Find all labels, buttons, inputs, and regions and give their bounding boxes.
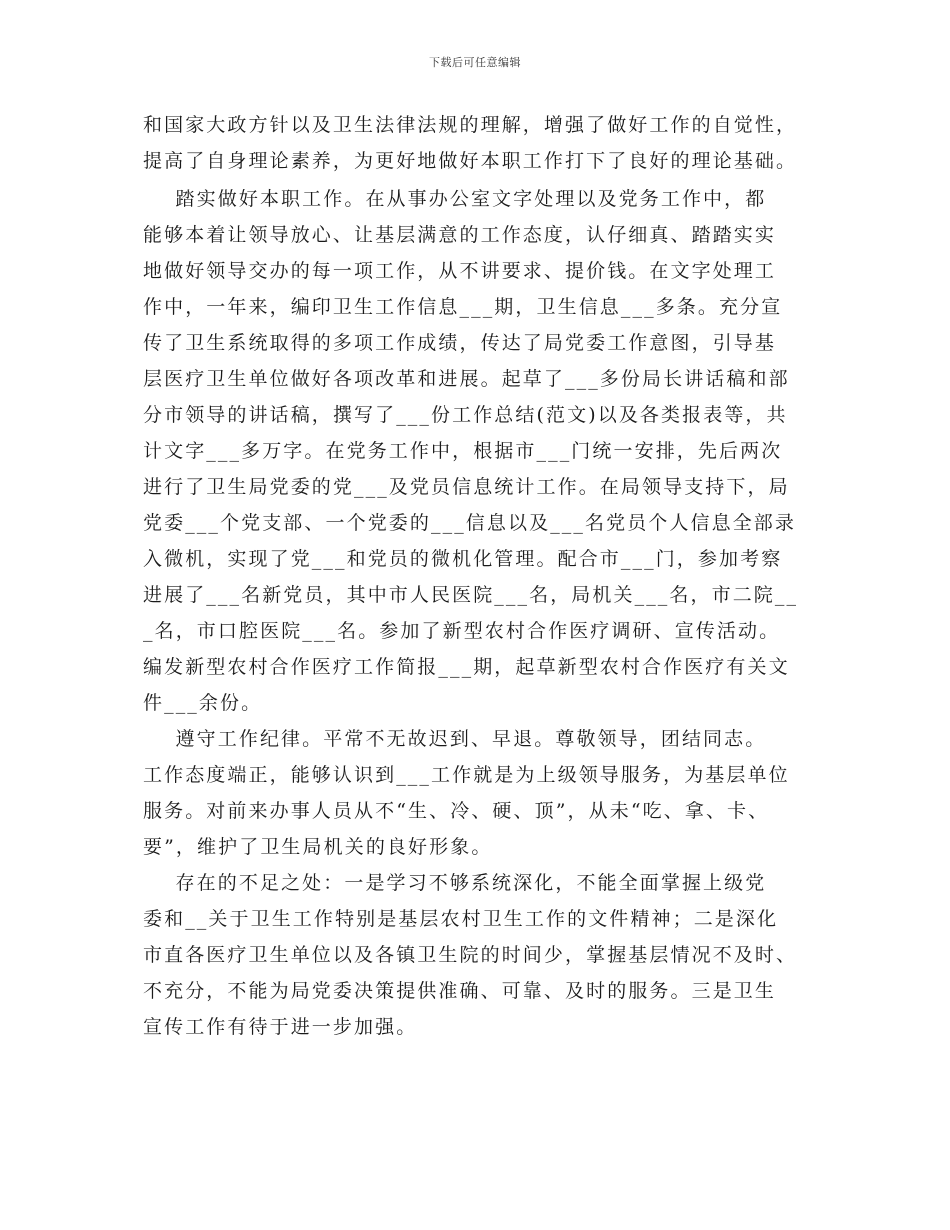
text-line: 市直各医疗卫生单位以及各镇卫生院的时间少，掌握基层情况不及时、 xyxy=(143,944,798,966)
text-line: 传了卫生系统取得的多项工作成绩，传达了局党委工作意图，引导基 xyxy=(143,332,777,354)
text-line: 不充分，不能为局党委决策提供准确、可靠、及时的服务。三是卫生 xyxy=(143,980,777,1002)
text-line: 存在的不足之处：一是学习不够系统深化，不能全面掌握上级党 xyxy=(143,872,767,894)
text-line: 编发新型农村合作医疗工作简报___期，起草新型农村合作医疗有关文 xyxy=(143,656,790,678)
text-line: 层医疗卫生单位做好各项改革和进展。起草了___多份局长讲话稿和部 xyxy=(143,368,790,390)
text-line: 计文字___多万字。在党务工作中，根据市___门统一安排，先后两次 xyxy=(143,440,783,462)
text-line: 地做好领导交办的每一项工作，从不讲要求、提价钱。在文字处理工 xyxy=(143,260,777,282)
text-line: 和国家大政方针以及卫生法律法规的理解，增强了做好工作的自觉性， xyxy=(143,114,798,136)
text-line: 分市领导的讲话稿，撰写了___份工作总结(范文)以及各类报表等，共 xyxy=(143,404,788,426)
text-line: 宣传工作有待于进一步加强。 xyxy=(143,1016,418,1038)
text-line: _名，市口腔医院___名。参加了新型农村合作医疗调研、宣传活动。 xyxy=(143,620,781,642)
text-line: 进展了___名新党员，其中市人民医院___名，局机关___名，市二院__ xyxy=(143,584,799,606)
text-line: 踏实做好本职工作。在从事办公室文字处理以及党务工作中，都 xyxy=(143,188,767,210)
text-line: 进行了卫生局党委的党___及党员信息统计工作。在局领导支持下，局 xyxy=(143,476,790,498)
text-line: 提高了自身理论素养，为更好地做好本职工作打下了良好的理论基础。 xyxy=(143,150,798,172)
text-line: 工作态度端正，能够认识到___工作就是为上级领导服务，为基层单位 xyxy=(143,764,790,786)
page-header: 下载后可任意编辑 xyxy=(429,56,521,69)
text-line: 服务。对前来办事人员从不“生、冷、硬、顶”，从未“吃、拿、卡、 xyxy=(143,800,770,822)
text-line: 能够本着让领导放心、让基层满意的工作态度，认仔细真、踏踏实实 xyxy=(143,224,777,246)
text-line: 委和__关于卫生工作特别是基层农村卫生工作的文件精神；二是深化 xyxy=(143,908,779,930)
text-line: 入微机，实现了党___和党员的微机化管理。配合市___门，参加考察 xyxy=(143,548,783,570)
text-line: 党委___个党支部、一个党委的___信息以及___名党员个人信息全部录 xyxy=(143,512,797,534)
text-line: 要”，维护了卫生局机关的良好形象。 xyxy=(143,836,493,858)
text-line: 遵守工作纪律。平常不无故迟到、早退。尊敬领导，团结同志。 xyxy=(143,728,767,750)
text-line: 件___余份。 xyxy=(143,692,263,714)
text-line: 作中，一年来，编印卫生工作信息___期，卫生信息___多条。充分宣 xyxy=(143,296,783,318)
